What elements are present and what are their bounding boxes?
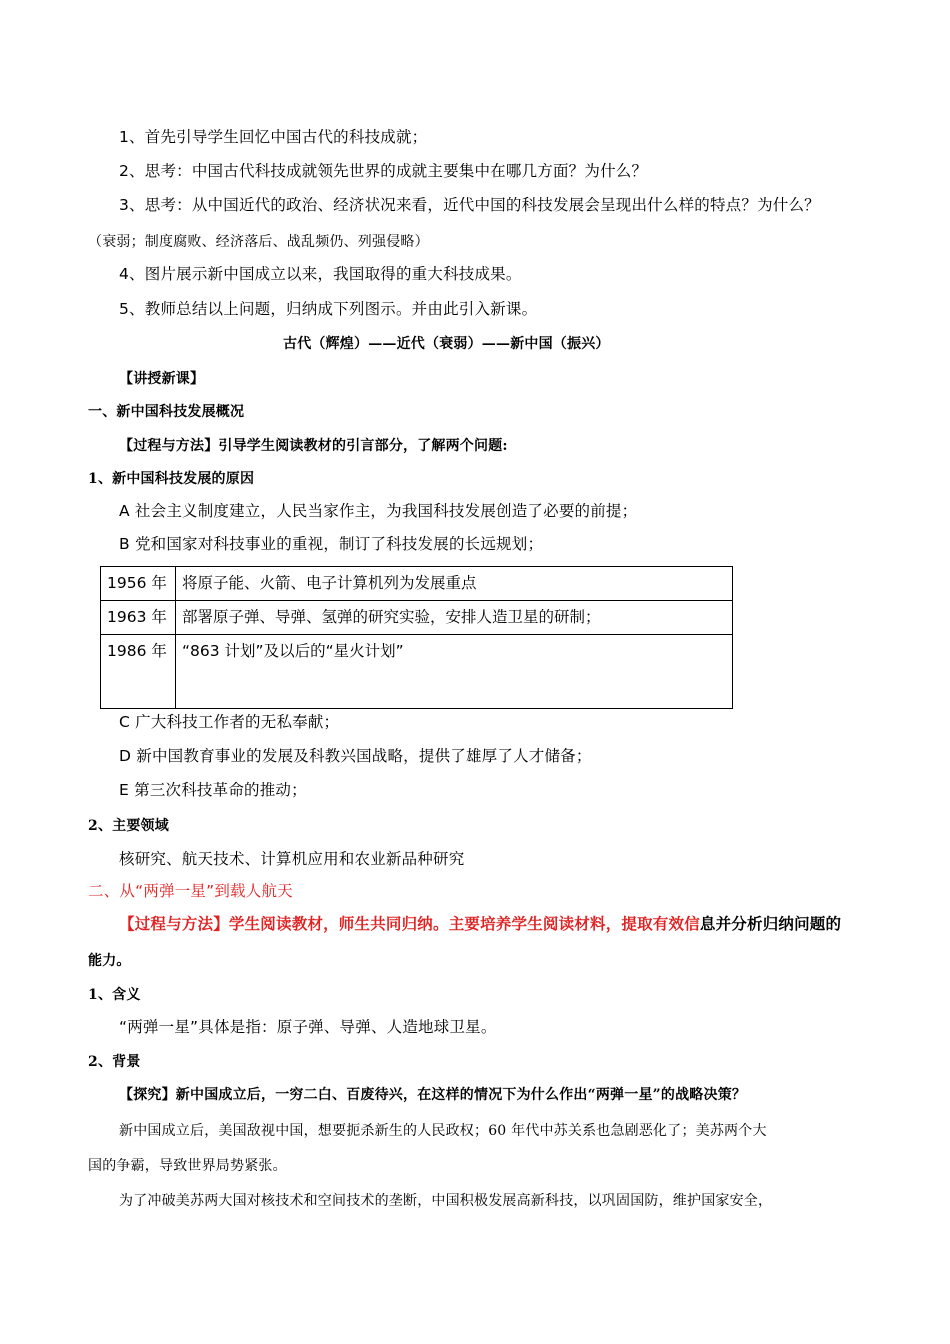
intro-item-5: 5、教师总结以上问题，归纳成下列图示。并由此引入新课。 <box>119 300 538 318</box>
main-fields: 核研究、航天技术、计算机应用和农业新品种研究 <box>119 850 465 868</box>
background-line-3: 为了冲破美苏两大国对核技术和空间技术的垄断，中国积极发展高新科技，以巩固国防，维护国家安全， <box>119 1193 773 1209</box>
section2-title: 二、从“两弹一星”到载人航天 <box>88 882 293 900</box>
intro-item-2: 2、思考：中国古代科技成就领先世界的成就主要集中在哪几方面？为什么？ <box>119 162 648 180</box>
section1-sub2-title: 2、主要领域 <box>88 818 169 834</box>
plan-year: 1956 年 <box>101 567 176 601</box>
background-line-2: 国的争霸，导致世界局势紧张。 <box>88 1158 287 1174</box>
table-row <box>101 567 733 601</box>
section2-sub1-title: 1、含义 <box>88 987 141 1003</box>
reason-e: E 第三次科技革命的推动； <box>119 781 307 799</box>
intro-item-4: 4、图片展示新中国成立以来，我国取得的重大科技成果。 <box>119 265 522 283</box>
intro-item-3-note: （衰弱；制度腐败、经济落后、战乱频仍、列强侵略） <box>88 234 429 250</box>
section2-method-black: 息并分析归纳问题的 <box>699 915 842 933</box>
plan-year: 1986 年 <box>101 635 176 709</box>
section1-title: 一、新中国科技发展概况 <box>88 404 245 420</box>
explore-question: 【探究】新中国成立后，一穷二白、百废待兴，在这样的情况下为什么作出“两弹一星”的战略决策？ <box>119 1087 747 1103</box>
development-plan-table <box>100 566 733 709</box>
reason-c: C 广大科技工作者的无私奉献； <box>119 713 340 731</box>
table-row <box>101 601 733 635</box>
two-bombs-meaning: “两弹一星”具体是指：原子弹、导弹、人造地球卫星。 <box>119 1018 497 1036</box>
history-diagram: 古代（辉煌）——近代（衰弱）——新中国（振兴） <box>283 336 610 352</box>
section1-sub1-title: 1、新中国科技发展的原因 <box>88 471 255 487</box>
plan-year: 1963 年 <box>101 601 176 635</box>
lecture-heading: 【讲授新课】 <box>119 371 205 387</box>
intro-item-1: 1、首先引导学生回忆中国古代的科技成就； <box>119 128 428 146</box>
reason-d: D 新中国教育事业的发展及科教兴国战略，提供了雄厚了人才储备； <box>119 747 592 765</box>
section2-sub2-title: 2、背景 <box>88 1054 141 1070</box>
background-line-1: 新中国成立后，美国敌视中国，想要扼杀新生的人民政权；60 年代中苏关系也急剧恶化了；美苏两个大 <box>119 1123 767 1139</box>
section1-method: 【过程与方法】引导学生阅读教材的引言部分，了解两个问题: <box>119 438 508 454</box>
plan-content: “863 计划”及以后的“星火计划” <box>176 635 733 709</box>
reason-b: B 党和国家对科技事业的重视，制订了科技发展的长远规划； <box>119 535 544 553</box>
plan-content: 部署原子弹、导弹、氢弹的研究实验，安排人造卫星的研制； <box>176 601 733 635</box>
section2-method-cont: 能力。 <box>88 953 131 969</box>
table-row <box>101 635 733 709</box>
plan-content: 将原子能、火箭、电子计算机列为发展重点 <box>176 567 733 601</box>
section2-method <box>119 913 841 935</box>
intro-item-3: 3、思考：从中国近代的政治、经济状况来看，近代中国的科技发展会呈现出什么样的特点？为什么？ <box>119 196 820 214</box>
section2-method-red: 【过程与方法】学生阅读教材，师生共同归纳。主要培养学生阅读材料，提取有效信 <box>119 915 700 933</box>
reason-a: A 社会主义制度建立，人民当家作主，为我国科技发展创造了必要的前提； <box>119 502 638 520</box>
